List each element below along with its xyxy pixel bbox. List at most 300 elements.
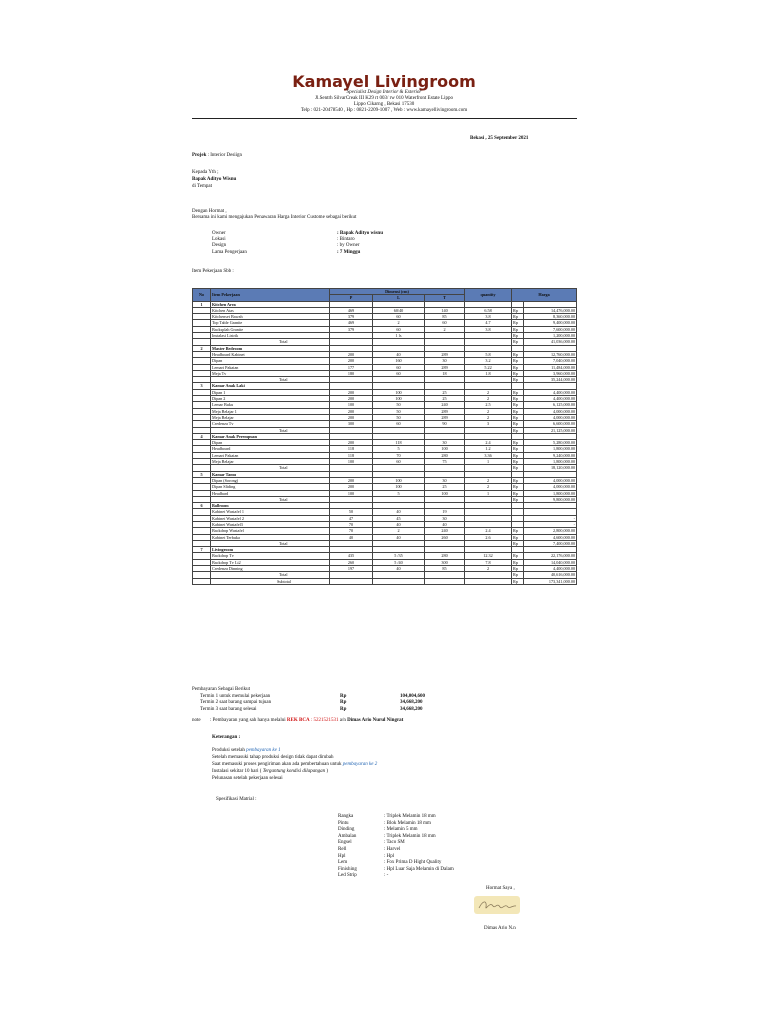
row-p: 180: [330, 370, 373, 376]
signature-stamp: [474, 896, 520, 914]
col-t: T: [425, 295, 465, 301]
spec-value: : Hpl Luar Saja Melamin di Dalam: [384, 866, 454, 872]
section-name: Livingroom: [211, 547, 330, 553]
header-divider: [192, 118, 577, 119]
row-currency: Rp: [512, 370, 524, 376]
row-currency: Rp: [512, 314, 524, 320]
row-t: 100: [425, 490, 465, 496]
section-name: Master Bedroom: [211, 345, 330, 351]
section-no: 1: [193, 301, 211, 307]
row-price: 4,000,000.00: [524, 414, 577, 420]
spec-key: Rangka: [338, 814, 354, 819]
row-l: 60: [373, 421, 425, 427]
spec-title: Spesifikasi Matrial :: [216, 797, 257, 802]
row-p: 47: [330, 515, 373, 521]
row-item: Kitchenset Bawah: [211, 314, 330, 320]
company-tagline: Specialist Design Interior & Exterior: [346, 90, 422, 95]
row-quantity: 6.58: [465, 307, 512, 313]
row-t: 2: [425, 326, 465, 332]
company-contact: Telp : 021-20478540 , Hp : 0821-2209-1007 , Web : www.kamayellivingroom.com: [300, 108, 468, 113]
row-quantity: 2: [465, 477, 512, 483]
row-item: Dipan: [211, 440, 330, 446]
row-item: Lemari Pakaian: [211, 452, 330, 458]
row-price: 5,280,000.00: [524, 440, 577, 446]
row-p: 435: [330, 553, 373, 559]
section-no: 5: [193, 471, 211, 477]
section-total: 18,120,000.00: [524, 465, 577, 471]
row-price: 14,476,000.00: [524, 307, 577, 313]
row-t: 240: [425, 402, 465, 408]
account-holder: Dimas Ario Nurul Ningrat: [347, 718, 404, 723]
row-quantity: 2.6: [465, 534, 512, 540]
section-total: 9,800,000.00: [524, 496, 577, 502]
spec-value: : -: [384, 873, 389, 879]
total-currency: Rp: [512, 377, 524, 383]
row-currency: Rp: [512, 484, 524, 490]
row-currency: Rp: [512, 414, 524, 420]
row-quantity: 2.5: [465, 402, 512, 408]
row-t: 18: [425, 370, 465, 376]
row-currency: Rp: [512, 566, 524, 572]
spec-row: [338, 860, 454, 867]
row-t: 30: [425, 477, 465, 483]
row-l: 60: [373, 459, 425, 465]
row-price: 4,600,000.00: [524, 534, 577, 540]
row-l: 40: [373, 534, 425, 540]
remark-4-close: ): [326, 769, 329, 774]
row-l: 60: [373, 326, 425, 332]
row-l: 160: [373, 358, 425, 364]
empty-cell: [373, 578, 425, 584]
row-item: Headboard Kabinet: [211, 351, 330, 357]
row-t: 85: [425, 314, 465, 320]
total-label: Total: [211, 540, 330, 546]
row-l: 2: [373, 320, 425, 326]
remark-1: [212, 748, 281, 754]
row-t: 280: [425, 553, 465, 559]
row-item: Dipan 2: [211, 396, 330, 402]
company-address-line2: Lippo Cikarng , Bekasi 17530: [353, 102, 415, 107]
row-item: Kabinet Wastafel 2: [211, 515, 330, 521]
company-address-line1: Jl.Sentrh SilvarCreak III K29 rt 003/ rw 010 Waterfront Estate Lippo: [315, 96, 453, 101]
row-price: -: [524, 521, 577, 527]
row-quantity: 3.8: [465, 326, 512, 332]
spec-value: : Triplek Melamin 18 mm: [384, 814, 436, 819]
section-name: Kamar Anak Perempuan: [211, 433, 330, 439]
spec-key: Pintu: [338, 820, 349, 826]
row-quantity: 4.7: [465, 320, 512, 326]
row-currency: Rp: [512, 459, 524, 465]
spec-row: [338, 821, 454, 828]
spec-value: : Fox Prima D Hight Quality: [384, 860, 442, 866]
info-label: Lama Pengerjaan: [212, 249, 247, 255]
remark-4: [212, 769, 328, 775]
row-p: 200: [330, 484, 373, 490]
row-l: 40: [373, 351, 425, 357]
row-currency: Rp: [512, 452, 524, 458]
row-quantity: 1.8: [465, 370, 512, 376]
row-p: 300: [330, 421, 373, 427]
row-price: 9,400,000.00: [524, 320, 577, 326]
closing: Hormat Saya ,: [486, 886, 515, 891]
remark-3: [212, 762, 377, 768]
row-quantity: 2: [465, 484, 512, 490]
term-label: Termin 1 untuk memulai pekerjaan: [200, 694, 271, 699]
row-item: Credenza Tv: [211, 421, 330, 427]
remarks-title: Keterangan :: [212, 735, 241, 740]
spec-row: [338, 814, 454, 821]
row-currency: Rp: [512, 389, 524, 395]
row-l: 100: [373, 396, 425, 402]
remark-3-highlight: pembayaran ke 2: [342, 762, 378, 767]
remark-2: Setelah memasuki tahap produksi design tidak dapat dirubah: [212, 755, 334, 760]
term-amount: 34,668,200: [400, 706, 423, 712]
row-p: 200: [330, 358, 373, 364]
row-p: 200: [330, 414, 373, 420]
row-p: 50: [330, 509, 373, 515]
row-price: 3,960,000.00: [524, 370, 577, 376]
row-currency: Rp: [512, 477, 524, 483]
row-l: 2: [373, 528, 425, 534]
row-currency: Rp: [512, 421, 524, 427]
row-p: 197: [330, 566, 373, 572]
row-t: 30: [425, 440, 465, 446]
remark-1-text: Produksi setelah: [212, 748, 245, 753]
empty-cell: [330, 578, 373, 584]
row-price: 2,800,000.00: [524, 528, 577, 534]
row-price: 4,000,000.00: [524, 477, 577, 483]
row-item: Headbard: [211, 490, 330, 496]
row-currency: Rp: [512, 408, 524, 414]
row-t: 25: [425, 389, 465, 395]
row-quantity: 3.36: [465, 452, 512, 458]
term-label: Termin 2 saat barang sampai tujuan: [200, 700, 272, 706]
row-p: 379: [330, 314, 373, 320]
term-currency: Rp: [340, 694, 347, 699]
row-t: 90: [425, 421, 465, 427]
spec-row: [338, 834, 454, 841]
row-currency: Rp: [512, 559, 524, 565]
spec-row: [338, 847, 454, 854]
spec-row: [338, 867, 454, 874]
row-t: 300: [425, 559, 465, 565]
row-quantity: 7.8: [465, 559, 512, 565]
row-currency: Rp: [512, 364, 524, 370]
section-name: Kitchen Area: [211, 301, 330, 307]
payment-note-text: [210, 718, 403, 724]
row-currency: Rp: [512, 402, 524, 408]
spec-row: [338, 840, 454, 847]
row-p: 100: [330, 459, 373, 465]
row-t: 30: [425, 358, 465, 364]
row-item: Kabinet Wastafel3: [211, 521, 330, 527]
row-l: 60: [373, 370, 425, 376]
total-label: Total: [211, 572, 330, 578]
row-quantity: 2: [465, 408, 512, 414]
spec-key: Lem: [338, 860, 348, 866]
row-p: 177: [330, 364, 373, 370]
row-quantity: 3: [465, 421, 512, 427]
row-p: 100: [330, 402, 373, 408]
row-quantity: 2: [465, 396, 512, 402]
total-label: Total: [211, 339, 330, 345]
row-l: 70: [373, 452, 425, 458]
row-l: 60/40: [373, 307, 425, 313]
row-quantity: 2: [465, 414, 512, 420]
spec-row: [338, 873, 454, 880]
row-currency: Rp: [512, 440, 524, 446]
row-currency: Rp: [512, 320, 524, 326]
row-l: 50: [373, 402, 425, 408]
row-price: 4,000,000.00: [524, 408, 577, 414]
payment-title: Pembayaran Sebagai Berikut: [192, 687, 251, 692]
row-p: 40: [330, 534, 373, 540]
total-label: Total: [211, 377, 330, 383]
row-item: Lemar Buku: [211, 402, 330, 408]
total-currency: Rp: [512, 465, 524, 471]
row-price: 6,600,000.00: [524, 421, 577, 427]
row-currency: Rp: [512, 553, 524, 559]
remark-4-italic: Tergantung kondisi dilapangan: [262, 769, 326, 774]
row-price: 14,040,000.00: [524, 559, 577, 565]
spec-key: Finishing: [338, 866, 357, 872]
row-item: Meja Belajar: [211, 414, 330, 420]
row-price: 12,760,000.00: [524, 351, 577, 357]
row-currency: Rp: [512, 307, 524, 313]
section-total: 7,400,000.00: [524, 540, 577, 546]
row-price: 8,360,000.00: [524, 314, 577, 320]
row-item: Kitchen Atas: [211, 307, 330, 313]
addressee-place: di Tempat: [192, 184, 212, 189]
row-t: 240: [425, 528, 465, 534]
row-price: 4,400,000.00: [524, 566, 577, 572]
row-quantity: 2: [465, 389, 512, 395]
term-currency: Rp: [340, 700, 347, 706]
row-currency: Rp: [512, 490, 524, 496]
remark-1-highlight: pembayaran ke 1: [246, 748, 281, 753]
col-price: Harga: [512, 289, 577, 302]
row-price: 4,400,000.00: [524, 389, 577, 395]
term-currency: Rp: [340, 706, 347, 712]
row-t: 30: [425, 515, 465, 521]
col-p: P: [330, 295, 373, 301]
account-an: a/n: [339, 718, 346, 723]
row-item: Kabinet Terbuka: [211, 534, 330, 540]
row-l: 60: [373, 314, 425, 320]
total-currency: Rp: [512, 572, 524, 578]
row-t: 19: [425, 509, 465, 515]
info-value: : 7 Minggu: [337, 249, 361, 255]
row-t: 40: [425, 521, 465, 527]
section-total: 41,036,000.00: [524, 339, 577, 345]
remark-4-text: Instalasi sekitar 10 hari (: [212, 769, 262, 774]
term-amount: 34,668,200: [400, 700, 423, 706]
row-price: 9,240,000.00: [524, 452, 577, 458]
row-t: 100: [425, 446, 465, 452]
row-currency: Rp: [512, 358, 524, 364]
row-price: -: [524, 515, 577, 521]
row-t: 289: [425, 408, 465, 414]
row-item: Meja Belajar: [211, 459, 330, 465]
row-l: 5 /40: [373, 559, 425, 565]
row-quantity: 12.32: [465, 553, 512, 559]
bank-name: REK BCA: [286, 718, 310, 723]
row-t: 75: [425, 459, 465, 465]
row-price: 1,800,000.00: [524, 446, 577, 452]
row-item: Dipan 1: [211, 389, 330, 395]
row-item: Meja Belajar 1: [211, 408, 330, 414]
row-price: 1,200,000.00: [524, 333, 577, 339]
row-p: 200: [330, 477, 373, 483]
subtotal-currency: Rp: [512, 578, 524, 584]
row-item: Headboard: [211, 446, 330, 452]
row-p: 118: [330, 452, 373, 458]
section-name: Kamar Tamu: [211, 471, 330, 477]
row-currency: Rp: [512, 396, 524, 402]
row-p: 200: [330, 408, 373, 414]
total-label: Total: [211, 427, 330, 433]
row-item: Backdrop Tv: [211, 553, 330, 559]
spec-key: Led Strip: [338, 873, 357, 879]
row-item: Kabinet Wastafel 1: [211, 509, 330, 515]
row-item: Top Table Granite: [211, 320, 330, 326]
info-value: : Bapak Adityo wisnu: [337, 231, 383, 236]
row-t: 260: [425, 534, 465, 540]
row-p: 200: [330, 440, 373, 446]
bank-account: : 5221521531: [310, 718, 339, 723]
empty-cell: [465, 578, 512, 584]
section-no: 7: [193, 547, 211, 553]
company-name: Kamayel Livingroom: [292, 72, 476, 91]
row-price: 7,600,000.00: [524, 326, 577, 332]
subtotal-value: 173,341,000.00: [524, 578, 577, 584]
row-currency: Rp: [512, 351, 524, 357]
section-total: 21,125,000.00: [524, 427, 577, 433]
signature-image: [474, 896, 520, 914]
row-price: 4,400,000.00: [524, 396, 577, 402]
empty-cell: [425, 578, 465, 584]
row-l: 1 ls: [373, 333, 425, 339]
section-no: 3: [193, 383, 211, 389]
row-l: 5: [373, 490, 425, 496]
row-t: 289: [425, 414, 465, 420]
section-total: 35,244,000.00: [524, 377, 577, 383]
row-t: 85: [425, 566, 465, 572]
info-value: : by Owner: [337, 243, 360, 249]
project-line: [192, 153, 242, 159]
row-price: 7,040,000.00: [524, 358, 577, 364]
row-currency: Rp: [512, 446, 524, 452]
row-item: Backdrop Tv Lt2: [211, 559, 330, 565]
row-p: 118: [330, 446, 373, 452]
row-p: 100: [330, 490, 373, 496]
row-p: 200: [330, 396, 373, 402]
spec-value: : Taco SM: [384, 840, 405, 846]
section-name: Kamar Anak Laki: [211, 383, 330, 389]
info-label: Lokasi: [212, 237, 226, 243]
col-quantity: quantity: [465, 289, 512, 302]
row-t: 25: [425, 484, 465, 490]
row-l: 40: [373, 566, 425, 572]
items-table: [192, 288, 577, 585]
row-t: 289: [425, 364, 465, 370]
row-currency: Rp: [512, 333, 524, 339]
row-item: Lemari Pakaian: [211, 364, 330, 370]
row-currency: Rp: [512, 534, 524, 540]
row-quantity: 5.22: [465, 364, 512, 370]
row-l: 5: [373, 446, 425, 452]
info-value: : Bintaro: [337, 237, 355, 243]
total-label: Total: [211, 496, 330, 502]
row-l: 100: [373, 477, 425, 483]
row-price: 1,800,000.00: [524, 459, 577, 465]
row-item: Backsplah Granite: [211, 326, 330, 332]
spec-value: : Melamin 5 mm: [384, 827, 418, 833]
intro-text: Bersama ini kami mengajukan Penawaran Harga Interior Custome sebagai berikut: [192, 215, 357, 220]
spec-value: : Hpl: [384, 853, 395, 859]
row-quantity: 1.2: [465, 446, 512, 452]
row-quantity: 5.8: [465, 351, 512, 357]
spec-value: : Blok Melamin 18 mm: [384, 820, 431, 826]
row-item: Dipan: [211, 358, 330, 364]
total-currency: Rp: [512, 540, 524, 546]
payment-note: [192, 718, 201, 724]
row-l: 5 /35: [373, 553, 425, 559]
row-l: 100: [373, 484, 425, 490]
col-no: No: [193, 289, 211, 302]
row-t: 25: [425, 396, 465, 402]
addressee-name: Bapak Adityo Wisnu: [192, 177, 237, 182]
row-item: Instalasi Listrik: [211, 333, 330, 339]
row-item: Credenza Dinning: [211, 566, 330, 572]
row-p: 469: [330, 320, 373, 326]
subtotal-label: Subtotal: [211, 578, 330, 584]
row-l: 100: [373, 389, 425, 395]
row-l: 60: [373, 364, 425, 370]
row-item: Dipan Sliding: [211, 484, 330, 490]
row-l: 118: [373, 440, 425, 446]
row-quantity: 1: [465, 459, 512, 465]
row-item: Meja Tv: [211, 370, 330, 376]
row-p: 469: [330, 307, 373, 313]
row-p: 70: [330, 528, 373, 534]
info-label: Owner: [212, 231, 226, 236]
spec-key: Rell: [338, 846, 347, 852]
row-quantity: 2: [465, 566, 512, 572]
col-item: Item Pekerjaan: [211, 289, 330, 302]
col-l: L: [373, 295, 425, 301]
items-intro: Item Pekerjaan Sbb :: [192, 269, 234, 274]
total-currency: Rp: [512, 339, 524, 345]
row-currency: Rp: [512, 326, 524, 332]
section-no: 6: [193, 503, 211, 509]
row-quantity: 2.4: [465, 440, 512, 446]
spec-key: Dinding: [338, 827, 355, 833]
row-p: 260: [330, 559, 373, 565]
remark-3-text: Saat memasuki proses pengiriman akan ada pembertahuan untuk: [212, 762, 342, 767]
greeting: Dengan Hormat ,: [192, 209, 227, 214]
remark-5: Pelunasan setelah pekerjaan selesai: [212, 776, 283, 781]
project-value: : Interior Desiign: [207, 153, 243, 158]
spec-value: : Harvel: [384, 846, 401, 852]
spec-key: Ambalan: [338, 833, 357, 839]
spec-row: [338, 827, 454, 834]
section-name: Ballroom: [211, 503, 330, 509]
project-label: Projek: [192, 153, 207, 158]
spec-row: [338, 854, 454, 861]
spec-table: [338, 814, 454, 880]
row-price: 11,484,000.00: [524, 364, 577, 370]
